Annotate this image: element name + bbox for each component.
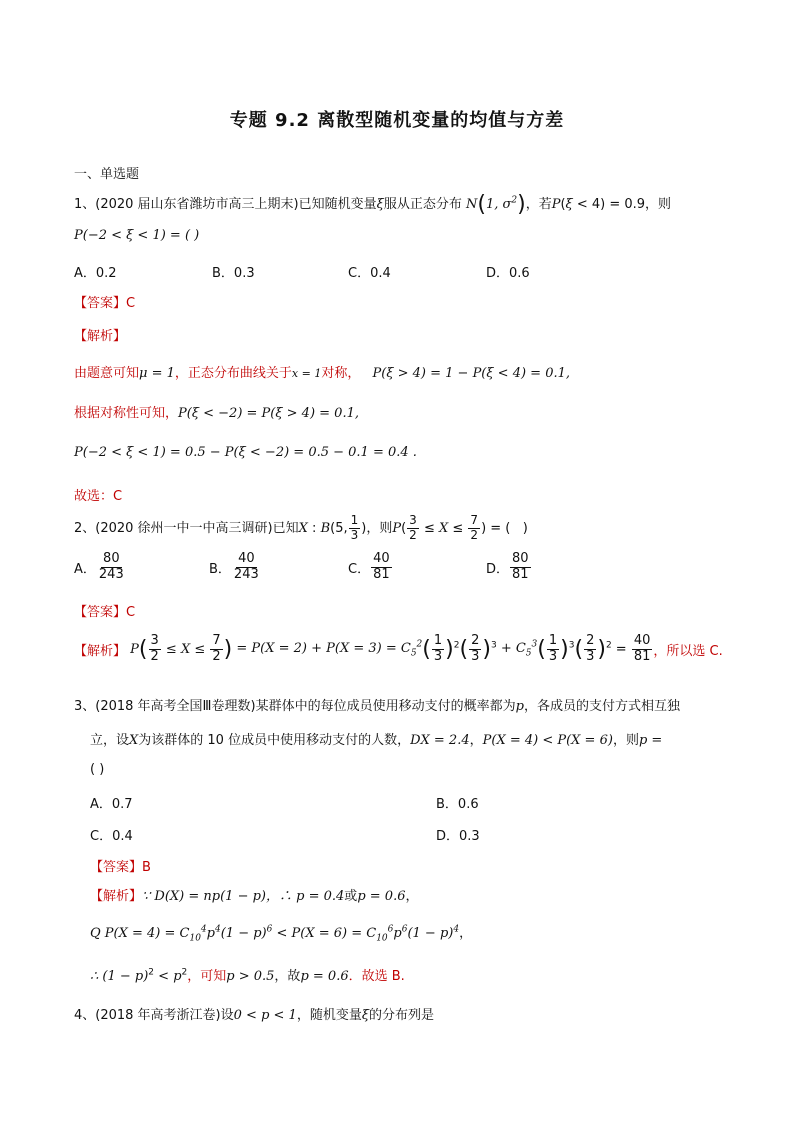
q2-stem: 2、(2020 徐州一中一中高三调研)已知X : B(5, $\frac{1}{3}$ )，则P( $\frac{3}{2}$ ≤ X ≤ $\frac{7}{2}$ ) = ( ) <box>74 513 528 542</box>
section-heading: 一、单选题 <box>74 167 140 182</box>
q3-analysis-line3: ∴ $(1 - p)^2 < p^2$，可知p > 0.5，故p = 0.6．故选 B. <box>90 967 405 984</box>
q1-answer: 【答案】C <box>74 296 136 311</box>
q1-choose: 故选：C <box>74 489 123 504</box>
page-title: 专题 9.2 离散型随机变量的均值与方差 <box>229 110 565 131</box>
q2-option-d: D． $\frac{80}{81}$ <box>486 551 529 582</box>
q2-option-c: C． $\frac{40}{81}$ <box>348 551 390 582</box>
q1-stem: 1、(2020 届山东省潍坊市高三上期末)已知随机变量ξ服从正态分布 N(1, $\sigma^2$)，若P(ξ < 4) = 0.9，则 <box>74 192 672 217</box>
q3-stem-line3: ( ) <box>90 762 105 777</box>
q3-answer: 【答案】B <box>90 860 151 875</box>
q4-stem: 4、(2018 年高考浙江卷)设0 < p < 1，随机变量ξ的分布列是 <box>74 1008 435 1023</box>
q3-option-b: B．0.6 <box>436 797 479 812</box>
q3-analysis-line2: Q $P(X = 4) = C_{10}^4p^4(1 - p)^6 < P(X = 6) = C_{10}^6p^6(1 - p)^4$， <box>90 924 473 944</box>
q3-option-a: A．0.7 <box>90 797 133 812</box>
q1-analysis-label: 【解析】 <box>74 329 127 344</box>
q1-analysis-line2: 根据对称性可知，P(ξ < −2) = P(ξ > 4) = 0.1, <box>74 406 359 421</box>
q1-option-c: C．0.4 <box>348 266 391 281</box>
q1-analysis-line3: P(−2 < ξ < 1) = 0.5 − P(ξ < −2) = 0.5 − 0.1 = 0.4 . <box>74 445 417 460</box>
q2-option-b: B． $\frac{40}{243}$ <box>209 551 259 582</box>
q3-stem-line2: 立，设X为该群体的 10 位成员中使用移动支付的人数，DX = 2.4，P(X = 4) < P(X = 6)，则p = <box>90 733 663 748</box>
q3-option-d: D．0.3 <box>436 829 480 844</box>
q3-stem-line1: 3、(2018 年高考全国Ⅲ卷理数)某群体中的每位成员使用移动支付的概率都为p，各成员的支付方式相互独 <box>74 699 680 714</box>
q1-stem-line2: P(−2 < ξ < 1) = ( ) <box>74 228 200 243</box>
q3-analysis-line1: 【解析】∵ D(X) = np(1 − p)，∴ p = 0.4或p = 0.6， <box>90 889 419 904</box>
q3-option-c: C．0.4 <box>90 829 133 844</box>
q1-option-b: B．0.3 <box>212 266 255 281</box>
q2-analysis: 【解析】 P( $\frac{3}{2}$ ≤ X ≤ $\frac{7}{2}$ ) = $P(X = 2) + P(X = 3) = C_5^2$( $\frac{1}{3}$ )$^2$( $\frac{2}{3}$ )$^3 + C_5^3$( $\frac{1}{3}$ )$^3$( $\frac{2}{3}$ )$^2$ = $\frac{40}{81}$ ，所以选 C. <box>74 633 723 664</box>
q1-option-d: D．0.6 <box>486 266 530 281</box>
q2-option-a: A． $\frac{80}{243}$ <box>74 551 124 582</box>
q1-analysis-line1: 由题意可知μ = 1，正态分布曲线关于x = 1对称， P(ξ > 4) = 1 − P(ξ < 4) = 0.1, <box>74 366 571 381</box>
q1-option-a: A．0.2 <box>74 266 117 281</box>
q2-answer: 【答案】C <box>74 605 136 620</box>
